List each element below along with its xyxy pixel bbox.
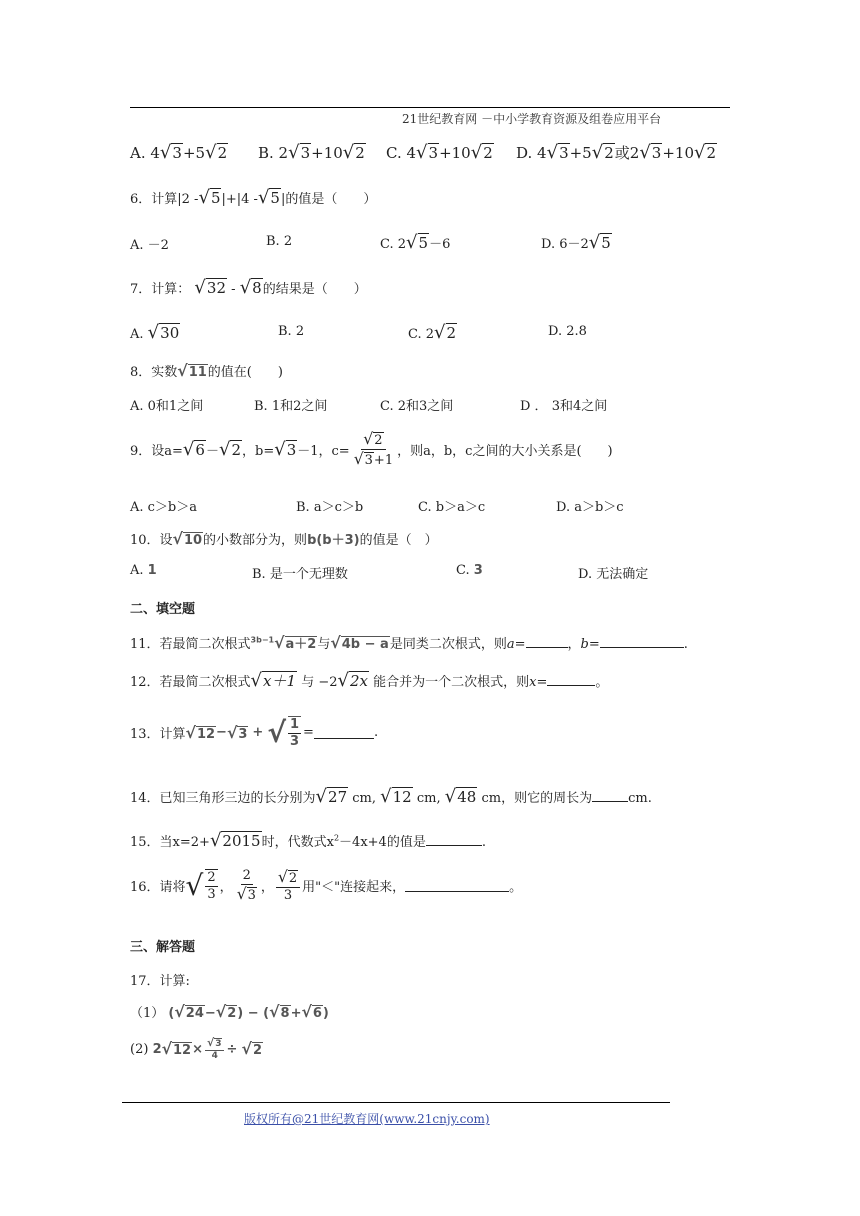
q10-option-a: A. 1 — [130, 563, 157, 578]
q6-option-c: C. 2√5－6 — [380, 232, 451, 253]
header-text: 21世纪教育网 －中小学教育资源及组卷应用平台 — [402, 112, 662, 126]
q9-option-a: A. c＞b＞a — [130, 500, 198, 515]
q10-option-d: D. 无法确定 — [578, 567, 649, 582]
q7-option-c: C. 2√2 — [408, 322, 457, 343]
q9-option-b: B. a＞c＞b — [296, 500, 364, 515]
footer-rule — [122, 1102, 670, 1103]
q10-option-c: C. 3 — [456, 563, 483, 578]
q8-option-d: D ． 3和4之间 — [520, 399, 608, 414]
q7-question: 7．计算： √32 - √8的结果是（ ） — [130, 277, 367, 298]
q16-question: 16．请将 √ $\frac{2}{3}$ ， $\frac{2}{√3}$ ， $\frac{√2}{3}$ 用"＜"连接起来， 。 — [130, 868, 523, 903]
q13-fraction: $\frac{1}{3}$ — [290, 717, 300, 749]
q11-question: 11．若最简二次根式$^{3b-1}$√a＋2与√4b − a是同类二次根式，则a= ，b= . — [130, 634, 688, 652]
q5-option-a: A. 4√3+5√2 — [130, 142, 228, 163]
q12-question: 12．若最简二次根式√x＋1 与 −2√2x 能合并为一个二次根式，则x= 。 — [130, 670, 609, 691]
q7-option-b: B. 2 — [278, 324, 305, 339]
q9-option-d: D. a＞b＞c — [556, 500, 624, 515]
q10-option-b: B. 是一个无理数 — [252, 567, 348, 582]
q15-question: 15．当x=2+√2015时，代数式$x^2-4x+4$的值是 . — [130, 830, 486, 851]
q10-question: 10．设√10的小数部分为，则b(b＋3)的值是（ ） — [130, 530, 438, 548]
q14-question: 14．已知三角形三边的长分别为√27 cm, √12 cm, √48 cm，则它的周长为 cm. — [130, 786, 652, 807]
q6-option-b: B. 2 — [266, 234, 293, 249]
q9-option-c: C. b＞a＞c — [418, 500, 486, 515]
q8-question: 8．实数√11的值在( ) — [130, 362, 283, 380]
q8-option-c: C. 2和3之间 — [380, 399, 454, 414]
q17-part2: (2) 2 √12 × $\frac{√3}{4}$ ÷ √2 — [130, 1036, 262, 1061]
header-rule — [130, 107, 730, 108]
q5-option-b: B. 2√3+10√2 — [258, 142, 365, 163]
q9-c-fraction: $\frac{√2}{√3+1}$ — [353, 430, 394, 468]
q5-option-d: D. 4√3+5√2或2√3+10√2 — [516, 142, 717, 163]
q17-part1: （1） (√24−√2) − (√8+√6) — [130, 1003, 329, 1021]
q6-option-a: A. －2 — [130, 238, 169, 253]
q6-question: 6．计算|2 -√5|+|4 -√5|的值是（ ） — [130, 187, 377, 208]
q8-option-b: B. 1和2之间 — [254, 399, 328, 414]
q6-option-d: D. 6－2√5 — [541, 232, 611, 253]
q17-title: 17．计算: — [130, 974, 190, 989]
q7-option-d: D. 2.8 — [548, 324, 587, 339]
q7-option-a: A. √30 — [130, 322, 180, 343]
q5-option-c: C. 4√3+10√2 — [386, 142, 493, 163]
q13-question: 13．计算 √12 − √3 + √ $\frac{1}{3}$ = . — [130, 716, 379, 750]
section-solve-title: 三、解答题 — [130, 940, 196, 955]
q9-question: 9．设a= √6 － √2 ，b= √3 －1，c= $\frac{√2}{√3+1}$ ，则a，b，c之间的大小关系是( ) — [130, 430, 613, 468]
section-fill-in-title: 二、填空题 — [130, 602, 196, 617]
q8-option-a: A. 0和1之间 — [130, 399, 204, 414]
footer-copyright-link[interactable]: 版权所有@21世纪教育网(www.21cnjy.com) — [244, 1112, 490, 1126]
